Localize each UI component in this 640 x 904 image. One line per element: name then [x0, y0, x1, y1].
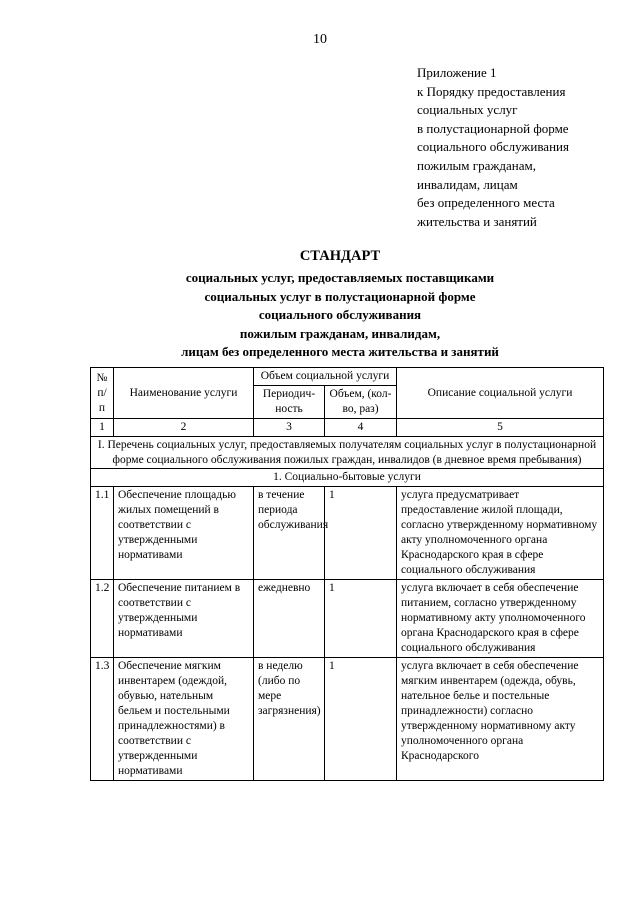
row-service-name: Обеспечение мягким инвентарем (одеждой, обувью, нательным бельем и постельными принадлежностями) в соответствии с утвержденными нормативами	[114, 658, 254, 781]
section-row	[91, 437, 604, 469]
table-row	[91, 580, 604, 658]
row-volume: 1	[325, 580, 397, 658]
appendix-line: инвалидам, лицам	[417, 176, 518, 192]
title-line: социального обслуживания	[258, 307, 422, 322]
title-line: социальных услуг в полустационарной форме	[204, 288, 476, 304]
row-periodicity: ежедневно	[254, 580, 325, 658]
title-line: лицам без определенного места жительства и занятий	[181, 344, 499, 359]
column-number: 3	[254, 419, 325, 437]
table-row	[91, 658, 604, 781]
appendix-line: социальных услуг	[417, 102, 518, 118]
header-service-name: Наименование услуги	[114, 368, 254, 419]
title-line: социальных услуг, предоставляемых поставщиками	[185, 270, 495, 285]
appendix-line: пожилым гражданам,	[417, 157, 536, 173]
appendix-line: социального обслуживания	[417, 139, 569, 155]
column-number: 2	[114, 419, 254, 437]
subsection-row	[91, 469, 604, 487]
appendix-line: в полустационарной форме	[417, 120, 569, 136]
row-num: 1.3	[91, 658, 114, 781]
column-number: 1	[91, 419, 114, 437]
header-volume: Объем социальной услуги	[254, 368, 397, 386]
header-volume-count: Объем, (кол-во, раз)	[325, 386, 397, 419]
appendix-line: Приложение 1	[417, 65, 497, 80]
row-periodicity: в течение периода обслуживания	[254, 487, 325, 580]
table-header-row	[91, 368, 604, 386]
row-periodicity: в неделю (либо по мере загрязнения)	[254, 658, 325, 781]
header-description: Описание социальной услуги	[397, 368, 604, 419]
row-volume: 1	[325, 487, 397, 580]
header-periodicity: Периодич-ность	[254, 386, 325, 419]
row-num: 1.1	[91, 487, 114, 580]
row-description: услуга включает в себя обеспечение питанием, согласно утвержденному нормативному акту уполномоченного органа Краснодарского края в сфере социального обслуживания	[397, 580, 604, 658]
row-num: 1.2	[91, 580, 114, 658]
row-volume: 1	[325, 658, 397, 781]
table-row	[91, 487, 604, 580]
document-title	[90, 248, 590, 362]
row-description: услуга включает в себя обеспечение мягким инвентарем (одежда, обувь, нательное белье и постельные принадлежности) согласно утвержденному нормативному акту уполномоченного органа Краснодарского	[397, 658, 604, 781]
appendix-line: жительства и занятий	[417, 213, 537, 229]
subsection-title: 1. Социально-бытовые услуги	[91, 469, 604, 487]
row-service-name: Обеспечение площадью жилых помещений в соответствии с утвержденными нормативами	[114, 487, 254, 580]
row-service-name: Обеспечение питанием в соответствии с утвержденными нормативами	[114, 580, 254, 658]
column-number: 5	[397, 419, 604, 437]
header-num: № п/п	[91, 368, 114, 419]
row-description: услуга предусматривает предоставление жилой площади, согласно утвержденному нормативному акту уполномоченного органа Краснодарского края в сфере социального обслуживания	[397, 487, 604, 580]
title-main: СТАНДАРТ	[299, 248, 381, 264]
appendix-line: без определенного места	[417, 195, 555, 211]
page-number: 10	[313, 32, 327, 47]
appendix-line: к Порядку предоставления	[417, 83, 566, 99]
column-number-row	[91, 419, 604, 437]
appendix-note	[417, 64, 627, 231]
standard-table	[90, 367, 604, 781]
section-title: I. Перечень социальных услуг, предоставляемых получателям социальных услуг в полустационарной форме социального обслуживания пожилых граждан, инвалидов (в дневное время пребывания)	[91, 437, 604, 469]
column-number: 4	[325, 419, 397, 437]
title-line: пожилым гражданам, инвалидам,	[239, 325, 441, 341]
